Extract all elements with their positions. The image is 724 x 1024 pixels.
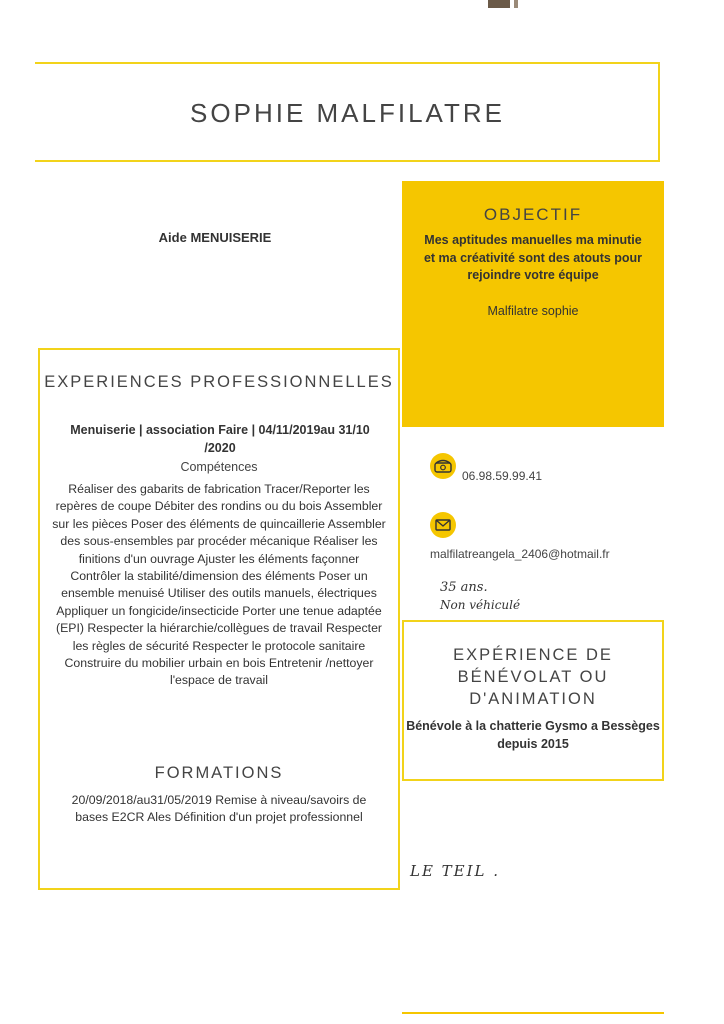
mail-icon [430, 512, 456, 538]
benevolat-title: EXPÉRIENCE DE BÉNÉVOLAT OU D'ANIMATION [453, 646, 613, 708]
scan-artifact [514, 0, 518, 8]
formations-text: 20/09/2018/au31/05/2019 Remise à niveau/savoirs de bases E2CR Ales Définition d'un projet professionnel [71, 793, 367, 825]
email-address: malfilatreangela_2406@hotmail.fr [430, 547, 610, 561]
objective-title: OBJECTIF [483, 205, 583, 224]
handwritten-age: 35 ans. [440, 580, 488, 595]
experience-title: EXPERIENCES PROFESSIONNELLES [44, 373, 394, 391]
handwritten-vehicle: Non véhiculé [440, 598, 521, 612]
job-title: Aide MENUISERIE [158, 230, 272, 245]
competences-label: Compétences [180, 460, 258, 474]
objective-signature: Malfilatre sophie [487, 304, 579, 318]
formations-title: FORMATIONS [154, 764, 284, 782]
phone-number: 06.98.59.99.41 [462, 469, 543, 483]
handwritten-city: LE TEIL . [410, 862, 501, 880]
competences-text: Réaliser des gabarits de fabrication Tracer/Reporter les repères de coupe Débiter des rondins ou du bois Assembler sur les pièces Poser des éléments de quincaillerie Assembler des sous-ensembles par procéder mécanique Réaliser les finitions d'un ouvrage Ajuster les éléments façonner Contrôler la stabilité/dimension des éléments Poser un ensemble menuisé Utiliser des outils manuels, électriques Appliquer un fongicide/insecticide Porter une tenue adaptée (EPI) Respecter la hiérarchie/collègues de travail Respecter les règles de sécurité Respecter le protocole sanitaire Construire du mobilier urbain en bois Entretenir /nettoyer l'espace de travail [52, 482, 386, 688]
experience-job: Menuiserie | association Faire | 04/11/2019au 31/10 /2020 [70, 423, 370, 455]
contact-divider [402, 425, 664, 427]
page-title: SOPHIE MALFILATRE [190, 98, 505, 128]
benevolat-text: Bénévole à la chatterie Gysmo a Bessèges depuis 2015 [406, 719, 660, 751]
phone-icon [430, 453, 456, 479]
objective-text: Mes aptitudes manuelles ma minutie et ma créativité sont des atouts pour rejoindre votre équipe [423, 233, 643, 282]
bottom-divider [402, 1012, 664, 1014]
scan-artifact [488, 0, 510, 8]
